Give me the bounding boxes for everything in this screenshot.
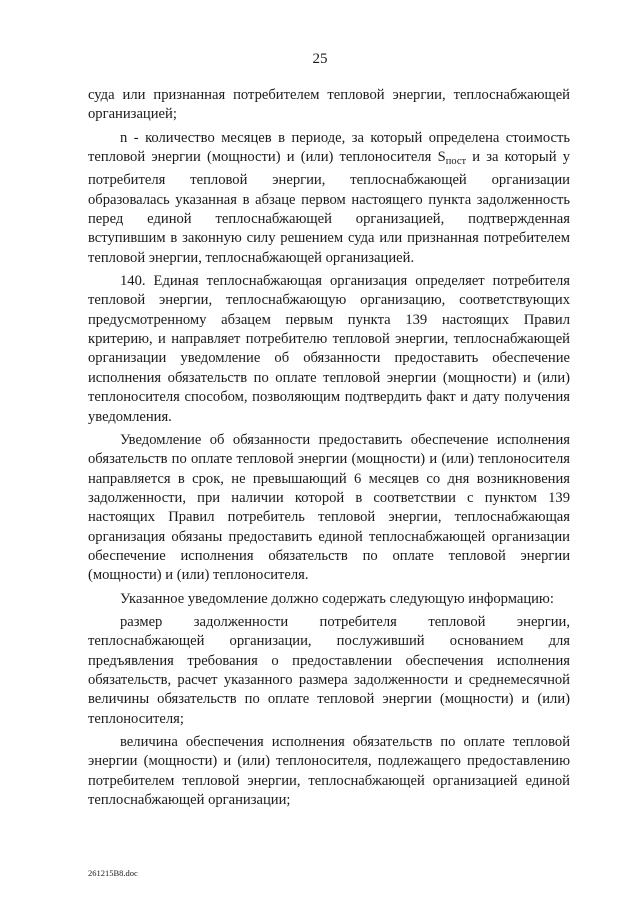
paragraph-text: n - количество месяцев в периоде, за который определена стоимость тепловой энергии (мощности) и (или) теплоносителя S bbox=[88, 129, 570, 166]
page-number: 25 bbox=[312, 51, 328, 67]
subscript-post: пост bbox=[445, 156, 467, 168]
paragraph-notice-content: Указанное уведомление должно содержать следующую информацию: bbox=[120, 590, 554, 607]
document-body bbox=[88, 86, 570, 814]
paragraph-continuation: суда или признанная потребителем тепловой энергии, теплоснабжающей организацией; bbox=[88, 87, 570, 123]
paragraph-140: 140. Единая теплоснабжающая организация определяет потребителя тепловой энергии, теплоснабжающую организацию, соответствующих предусмотренному абзацем первым пункта 139 настоящих Правил критерию, и направляет потребителю тепловой энергии, теплоснабжающей организации уведомление об обязанности предоставить обеспечение исполнения обязательств по оплате тепловой энергии (мощности) и (или) теплоносителя способом, позволяющим подтвердить факт и дату получения уведомления. bbox=[88, 273, 570, 425]
paragraph-notice-term: Уведомление об обязанности предоставить обеспечение исполнения обязательств по оплате тепловой энергии (мощности) и (или) теплоносителя направляется в срок, не превышающий 6 месяцев со дня возникновения задолженности, при наличии которой в соответствии с пунктом 139 настоящих Правил потребитель тепловой энергии, теплоснабжающая организация обязаны предоставить единой теплоснабжающей организации обеспечение исполнения обязательств по оплате тепловой энергии (мощности) и (или) теплоносителя. bbox=[88, 431, 570, 584]
paragraph-text: и за который у потребителя тепловой энергии, теплоснабжающей организации образовалась указанная в абзаце первом настоящего пункта задолженность перед единой теплоснабжающей организацией, подтвержденная вступившим в законную силу решением суда или признанная потребителем тепловой энергии, теплоснабжающей организацией. bbox=[88, 149, 571, 266]
list-item-security-amount: величина обеспечения исполнения обязательств по оплате тепловой энергии (мощности) и (или) теплоносителя, подлежащего предоставлению потребителем тепловой энергии, теплоснабжающей организацией единой теплоснабжающей организации; bbox=[88, 734, 570, 809]
paragraph-n-definition bbox=[88, 129, 570, 268]
footer-filename: 261215B8.doc bbox=[88, 868, 138, 878]
list-item-debt-amount: размер задолженности потребителя тепловой энергии, теплоснабжающей организации, послуживший основанием для предъявления требования о предоставлении обеспечения исполнения обязательств, расчет указанного размера задолженности и среднемесячной величины обязательств по оплате тепловой энергии (мощности) и (или) теплоносителя; bbox=[88, 613, 570, 727]
